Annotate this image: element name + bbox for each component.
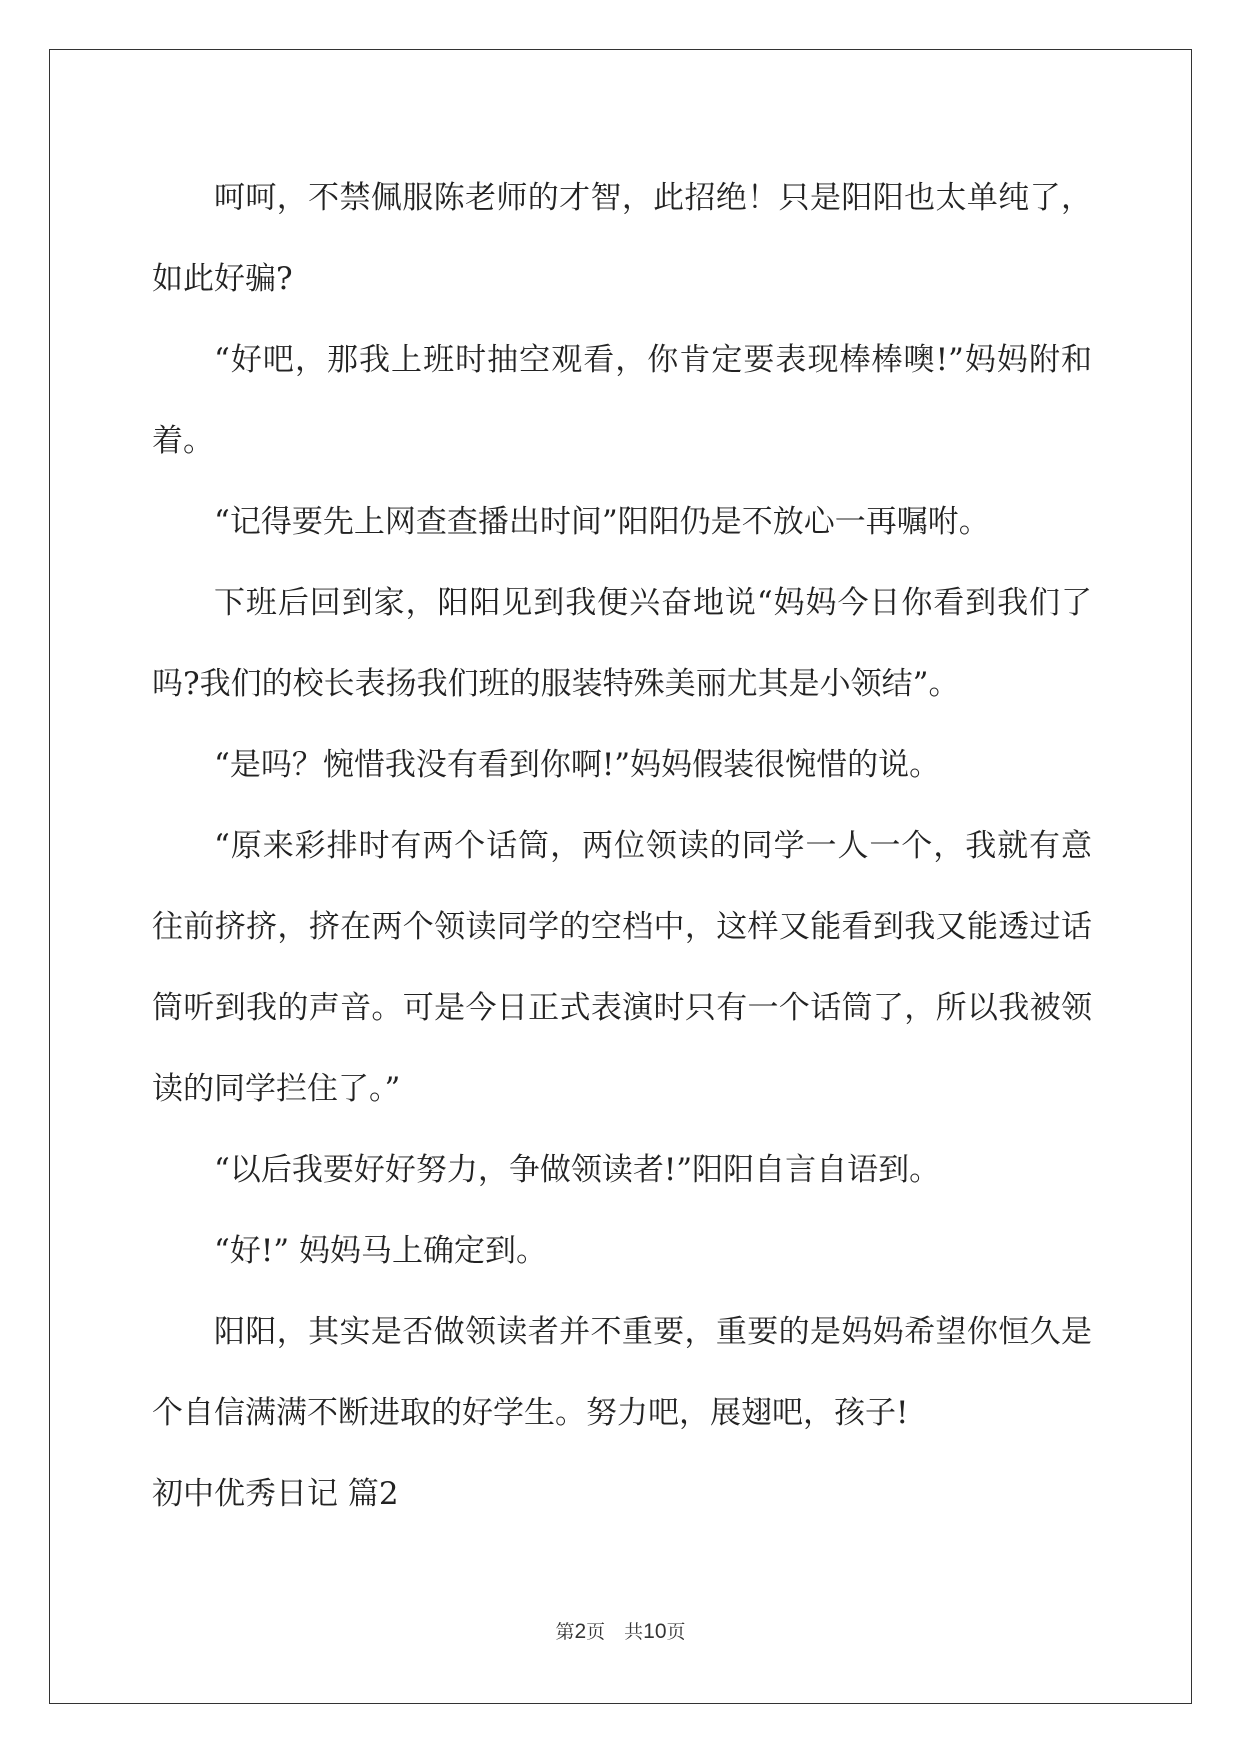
paragraph: 下班后回到家，阳阳见到我便兴奋地说“妈妈今日你看到我们了吗?我们的校长表扬我们班的服装特殊美丽尤其是小领结”。 — [152, 585, 1092, 702]
paragraph: “好!” 妈妈马上确定到。 — [214, 1233, 548, 1269]
paragraph: “好吧，那我上班时抽空观看，你肯定要表现棒棒噢!”妈妈附和着。 — [152, 342, 1092, 459]
paragraph: “是吗？惋惜我没有看到你啊!”妈妈假装很惋惜的说。 — [214, 747, 941, 783]
paragraph: 呵呵，不禁佩服陈老师的才智，此招绝！只是阳阳也太单纯了，如此好骗? — [152, 180, 1092, 297]
paragraph: “以后我要好好努力，争做领读者!”阳阳自言自语到。 — [214, 1152, 941, 1188]
footer-middle: 页 共 — [586, 1621, 644, 1643]
footer-total-pages: 10 — [643, 1620, 667, 1643]
document-body — [152, 158, 1092, 1535]
paragraph: 阳阳，其实是否做领读者并不重要，重要的是妈妈希望你恒久是个自信满满不断进取的好学生。努力吧，展翅吧，孩子! — [152, 1314, 1092, 1431]
paragraph: “记得要先上网查查播出时间”阳阳仍是不放心一再嘱咐。 — [214, 504, 990, 540]
section-heading: 初中优秀日记 篇2 — [152, 1476, 399, 1512]
footer-suffix: 页 — [666, 1621, 686, 1643]
paragraph: “原来彩排时有两个话筒，两位领读的同学一人一个，我就有意往前挤挤，挤在两个领读同学的空档中，这样又能看到我又能透过话筒听到我的声音。可是今日正式表演时只有一个话筒了，所以我被领读的同学拦住了。” — [152, 828, 1092, 1107]
footer-page-number: 2 — [574, 1620, 587, 1643]
page-footer — [0, 1617, 1241, 1644]
footer-prefix: 第 — [555, 1621, 575, 1643]
